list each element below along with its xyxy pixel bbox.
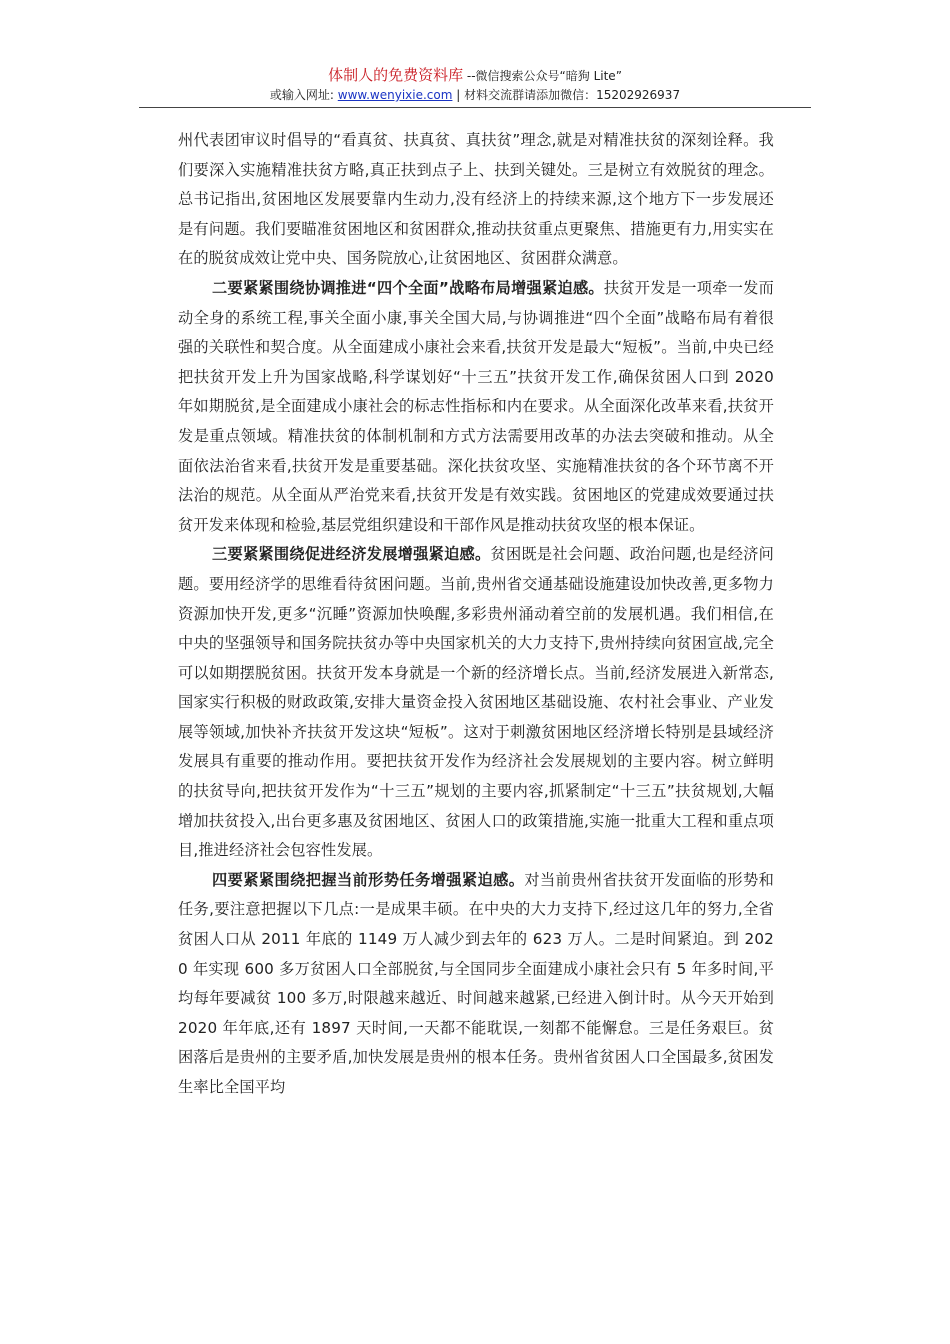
paragraph-point-three — [178, 540, 774, 866]
paragraph-text: 州代表团审议时倡导的“看真贫、扶真贫、真扶贫”理念,就是对精准扶贫的深刻诠释。我们要深入实施精准扶贫方略,真正扶到点子上、扶到关键处。三是树立有效脱贫的理念。总书记指出,贫困地区发展要靠内生动力,没有经济上的持续来源,这个地方下一步发展还是有问题。我们要瞄准贫困地区和贫困群众,推动扶贫重点更聚焦、措施更有力,用实实在在的脱贫成效让党中央、国务院放心,让贫困地区、贫困群众满意。 — [178, 131, 774, 268]
header-subtitle: --微信搜索公众号“暗狗 Lite” — [463, 69, 622, 83]
header-url-link[interactable]: www.wenyixie.com — [337, 88, 453, 102]
header-title-line — [0, 66, 950, 86]
header-contact-suffix: | 材料交流群请添加微信：15202926937 — [452, 88, 681, 102]
header-url-prefix: 或输入网址: — [269, 88, 338, 102]
paragraph-heading: 二要紧紧围绕协调推进“四个全面”战略布局增强紧迫感。 — [212, 278, 604, 297]
paragraph-text: 对当前贵州省扶贫开发面临的形势和任务,要注意把握以下几点:一是成果丰硕。在中央的大力支持下,经过这几年的努力,全省贫困人口从 2011 年底的 1149 万人减少到去年的 623 万人。二是时间紧迫。到 2020 年实现 600 多万贫困人口全部脱贫,与全国同步全面建成小康社会只有 5 年多时间,平均每年要减贫 100 多万,时限越来越近、时间越来越紧,已经进入倒计时。从今天开始到 2020 年年底,还有 1897 天时间,一天都不能耽误,一刻都不能懈怠。三是任务艰巨。贫困落后是贵州的主要矛盾,加快发展是贵州的根本任务。贵州省贫困人口全国最多,贫困发生率比全国平均 — [178, 870, 774, 1096]
document-body — [178, 126, 774, 1103]
header-divider — [139, 107, 811, 108]
paragraph-heading: 三要紧紧围绕促进经济发展增强紧迫感。 — [212, 545, 491, 564]
header-contact-line — [0, 87, 950, 104]
paragraph-text: 扶贫开发是一项牵一发而动全身的系统工程,事关全面小康,事关全国大局,与协调推进“四个全面”战略布局有着很强的关联性和契合度。从全面建成小康社会来看,扶贫开发是最大“短板”。当前,中央已经把扶贫开发上升为国家战略,科学谋划好“十三五”扶贫开发工作,确保贫困人口到 2020 年如期脱贫,是全面建成小康社会的标志性指标和内在要求。从全面深化改革来看,扶贫开发是重点领域。精准扶贫的体制机制和方式方法需要用改革的办法去突破和推动。从全面依法治省来看,扶贫开发是重要基础。深化扶贫攻坚、实施精准扶贫的各个环节离不开法治的规范。从全面从严治党来看,扶贫开发是有效实践。贫困地区的党建成效要通过扶贫开发来体现和检验,基层党组织建设和干部作风是推动扶贫攻坚的根本保证。 — [178, 278, 774, 534]
paragraph-point-two — [178, 274, 774, 540]
paragraph-heading: 四要紧紧围绕把握当前形势任务增强紧迫感。 — [212, 870, 525, 889]
paragraph-continued — [178, 126, 774, 274]
paragraph-text: 贫困既是社会问题、政治问题,也是经济问题。要用经济学的思维看待贫困问题。当前,贵州省交通基础设施建设加快改善,更多物力资源加快开发,更多“沉睡”资源加快唤醒,多彩贵州涌动着空前的发展机遇。我们相信,在中央的坚强领导和国务院扶贫办等中央国家机关的大力支持下,贵州持续向贫困宣战,完全可以如期摆脱贫困。扶贫开发本身就是一个新的经济增长点。当前,经济发展进入新常态,国家实行积极的财政政策,安排大量资金投入贫困地区基础设施、农村社会事业、产业发展等领域,加快补齐扶贫开发这块“短板”。这对于刺激贫困地区经济增长特别是县域经济发展具有重要的推动作用。要把扶贫开发作为经济社会发展规划的主要内容。树立鲜明的扶贫导向,把扶贫开发作为“十三五”规划的主要内容,抓紧制定“十三五”扶贫规划,大幅增加扶贫投入,出台更多惠及贫困地区、贫困人口的政策措施,实施一批重大工程和重点项目,推进经济社会包容性发展。 — [178, 545, 774, 860]
header-brand: 体制人的免费资料库 — [328, 66, 464, 84]
paragraph-point-four — [178, 866, 774, 1103]
page-header — [0, 66, 950, 104]
